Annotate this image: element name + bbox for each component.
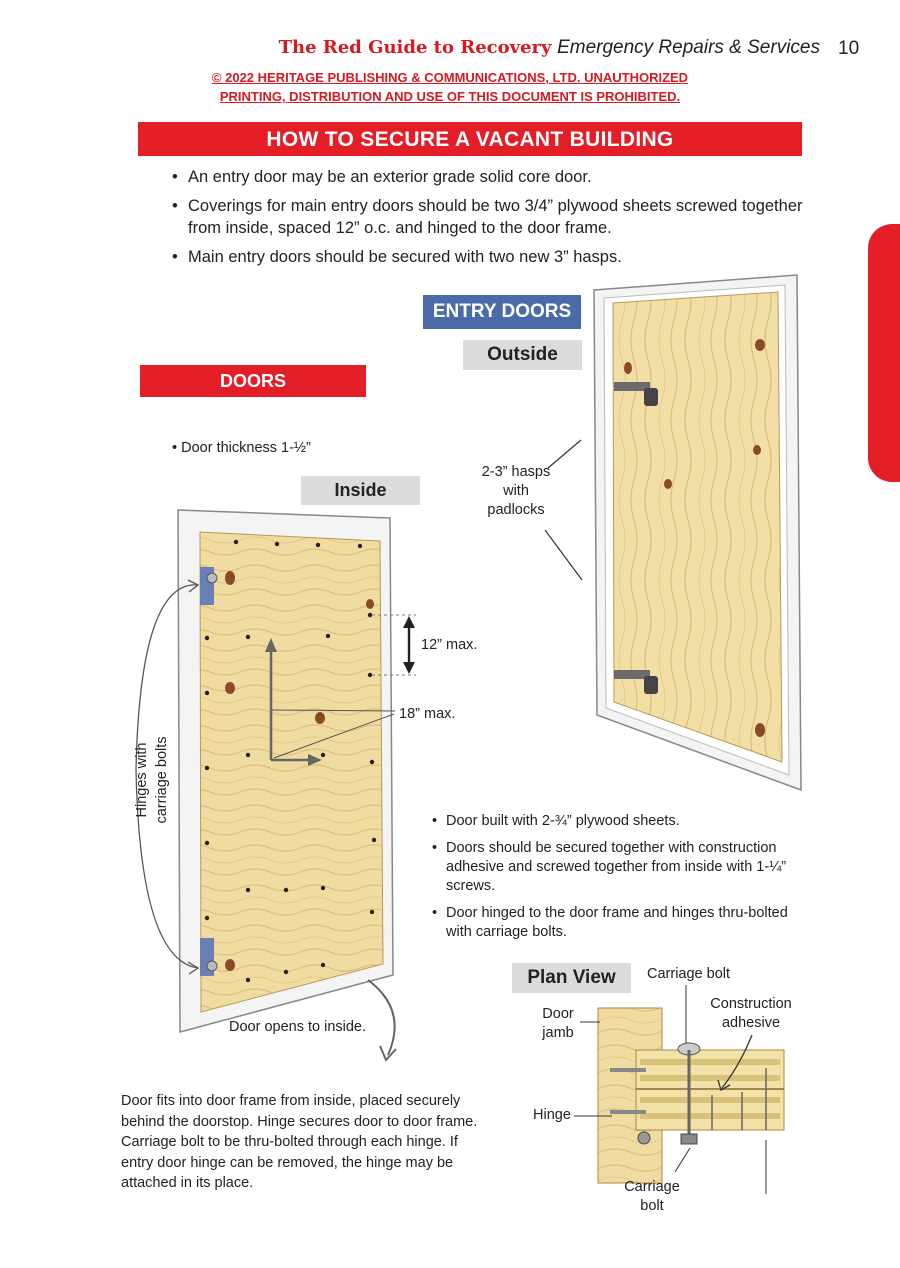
note-item: • Doors should be secured together with construction adhesive and screwed together from inside with 1-¼” screws. — [432, 839, 792, 896]
carriage-bolt-label: Carriage bolt — [647, 966, 731, 982]
entry-doors-banner: ENTRY DOORS — [423, 295, 581, 329]
door-fit-paragraph: Door fits into door frame from inside, placed securely behind the doorstop. Hinge secures door to door frame. Carriage bolt to be thru-bolted through each hinge. If entry door hinge can be removed, the hinge may be attached in its place. — [121, 1093, 478, 1191]
guide-subtitle: Emergency Repairs & Services — [557, 37, 820, 58]
spacing-18-label: 18” max. — [399, 706, 456, 722]
door-thickness-bullet: • Door thickness 1-½” — [172, 440, 311, 456]
hasps-text: padlocks — [487, 502, 545, 518]
plan-view-label: Plan View — [512, 963, 631, 993]
intro-bullet: • Main entry doors should be secured with two new 3” hasps. — [172, 246, 812, 268]
section-title-banner: HOW TO SECURE A VACANT BUILDING — [138, 122, 802, 156]
copyright-line-1: © 2022 HERITAGE PUBLISHING & COMMUNICATIONS, LTD. UNAUTHORIZED — [211, 70, 689, 85]
spacing-12-label: 12” max. — [421, 637, 478, 653]
construction-notes — [432, 812, 792, 950]
hasps-text: with — [503, 483, 529, 499]
inside-door-illustration — [136, 510, 416, 1060]
outside-label: Outside — [463, 340, 582, 370]
outside-door-illustration — [545, 275, 801, 790]
door-jamb-text: Door — [542, 1006, 574, 1022]
copyright-line-2: PRINTING, DISTRIBUTION AND USE OF THIS DOCUMENT IS PROHIBITED. — [219, 89, 681, 104]
construction-adhesive-text: adhesive — [721, 1015, 781, 1031]
door-thickness-text: Door thickness 1-½” — [181, 440, 311, 456]
carriage-bolt-bottom-text: bolt — [640, 1198, 664, 1214]
hinges-callout — [132, 700, 172, 860]
construction-adhesive-text: Construction — [710, 996, 792, 1012]
hinge-label: Hinge — [533, 1107, 571, 1123]
intro-bullet: • An entry door may be an exterior grade solid core door. — [172, 166, 812, 188]
wood-knot — [755, 339, 765, 351]
hinges-text: carriage bolts — [154, 736, 170, 824]
carriage-bolt-bottom-label — [612, 1178, 692, 1216]
carriage-bolt-bottom-text: Carriage — [624, 1179, 680, 1195]
guide-title: The Red Guide to Recovery — [278, 37, 552, 58]
page-number: 10 — [838, 38, 860, 59]
hinges-text: Hinges with — [134, 742, 150, 818]
note-item: • Door hinged to the door frame and hinges thru-bolted with carriage bolts. — [432, 904, 792, 942]
doors-banner: DOORS — [140, 365, 366, 397]
hasps-callout — [466, 463, 566, 520]
inside-label: Inside — [301, 476, 420, 505]
construction-adhesive-label — [696, 995, 806, 1033]
door-opens-label: Door opens to inside. — [229, 1019, 367, 1035]
door-jamb-label — [528, 1005, 588, 1043]
door-jamb-text: jamb — [542, 1025, 574, 1041]
intro-bullet: • Coverings for main entry doors should be two 3/4” plywood sheets screwed together from inside, spaced 12” o.c. and hinged to the door frame. — [172, 195, 812, 239]
note-item: • Door built with 2-¾” plywood sheets. — [432, 812, 792, 831]
hasps-text: 2-3” hasps — [481, 464, 551, 480]
